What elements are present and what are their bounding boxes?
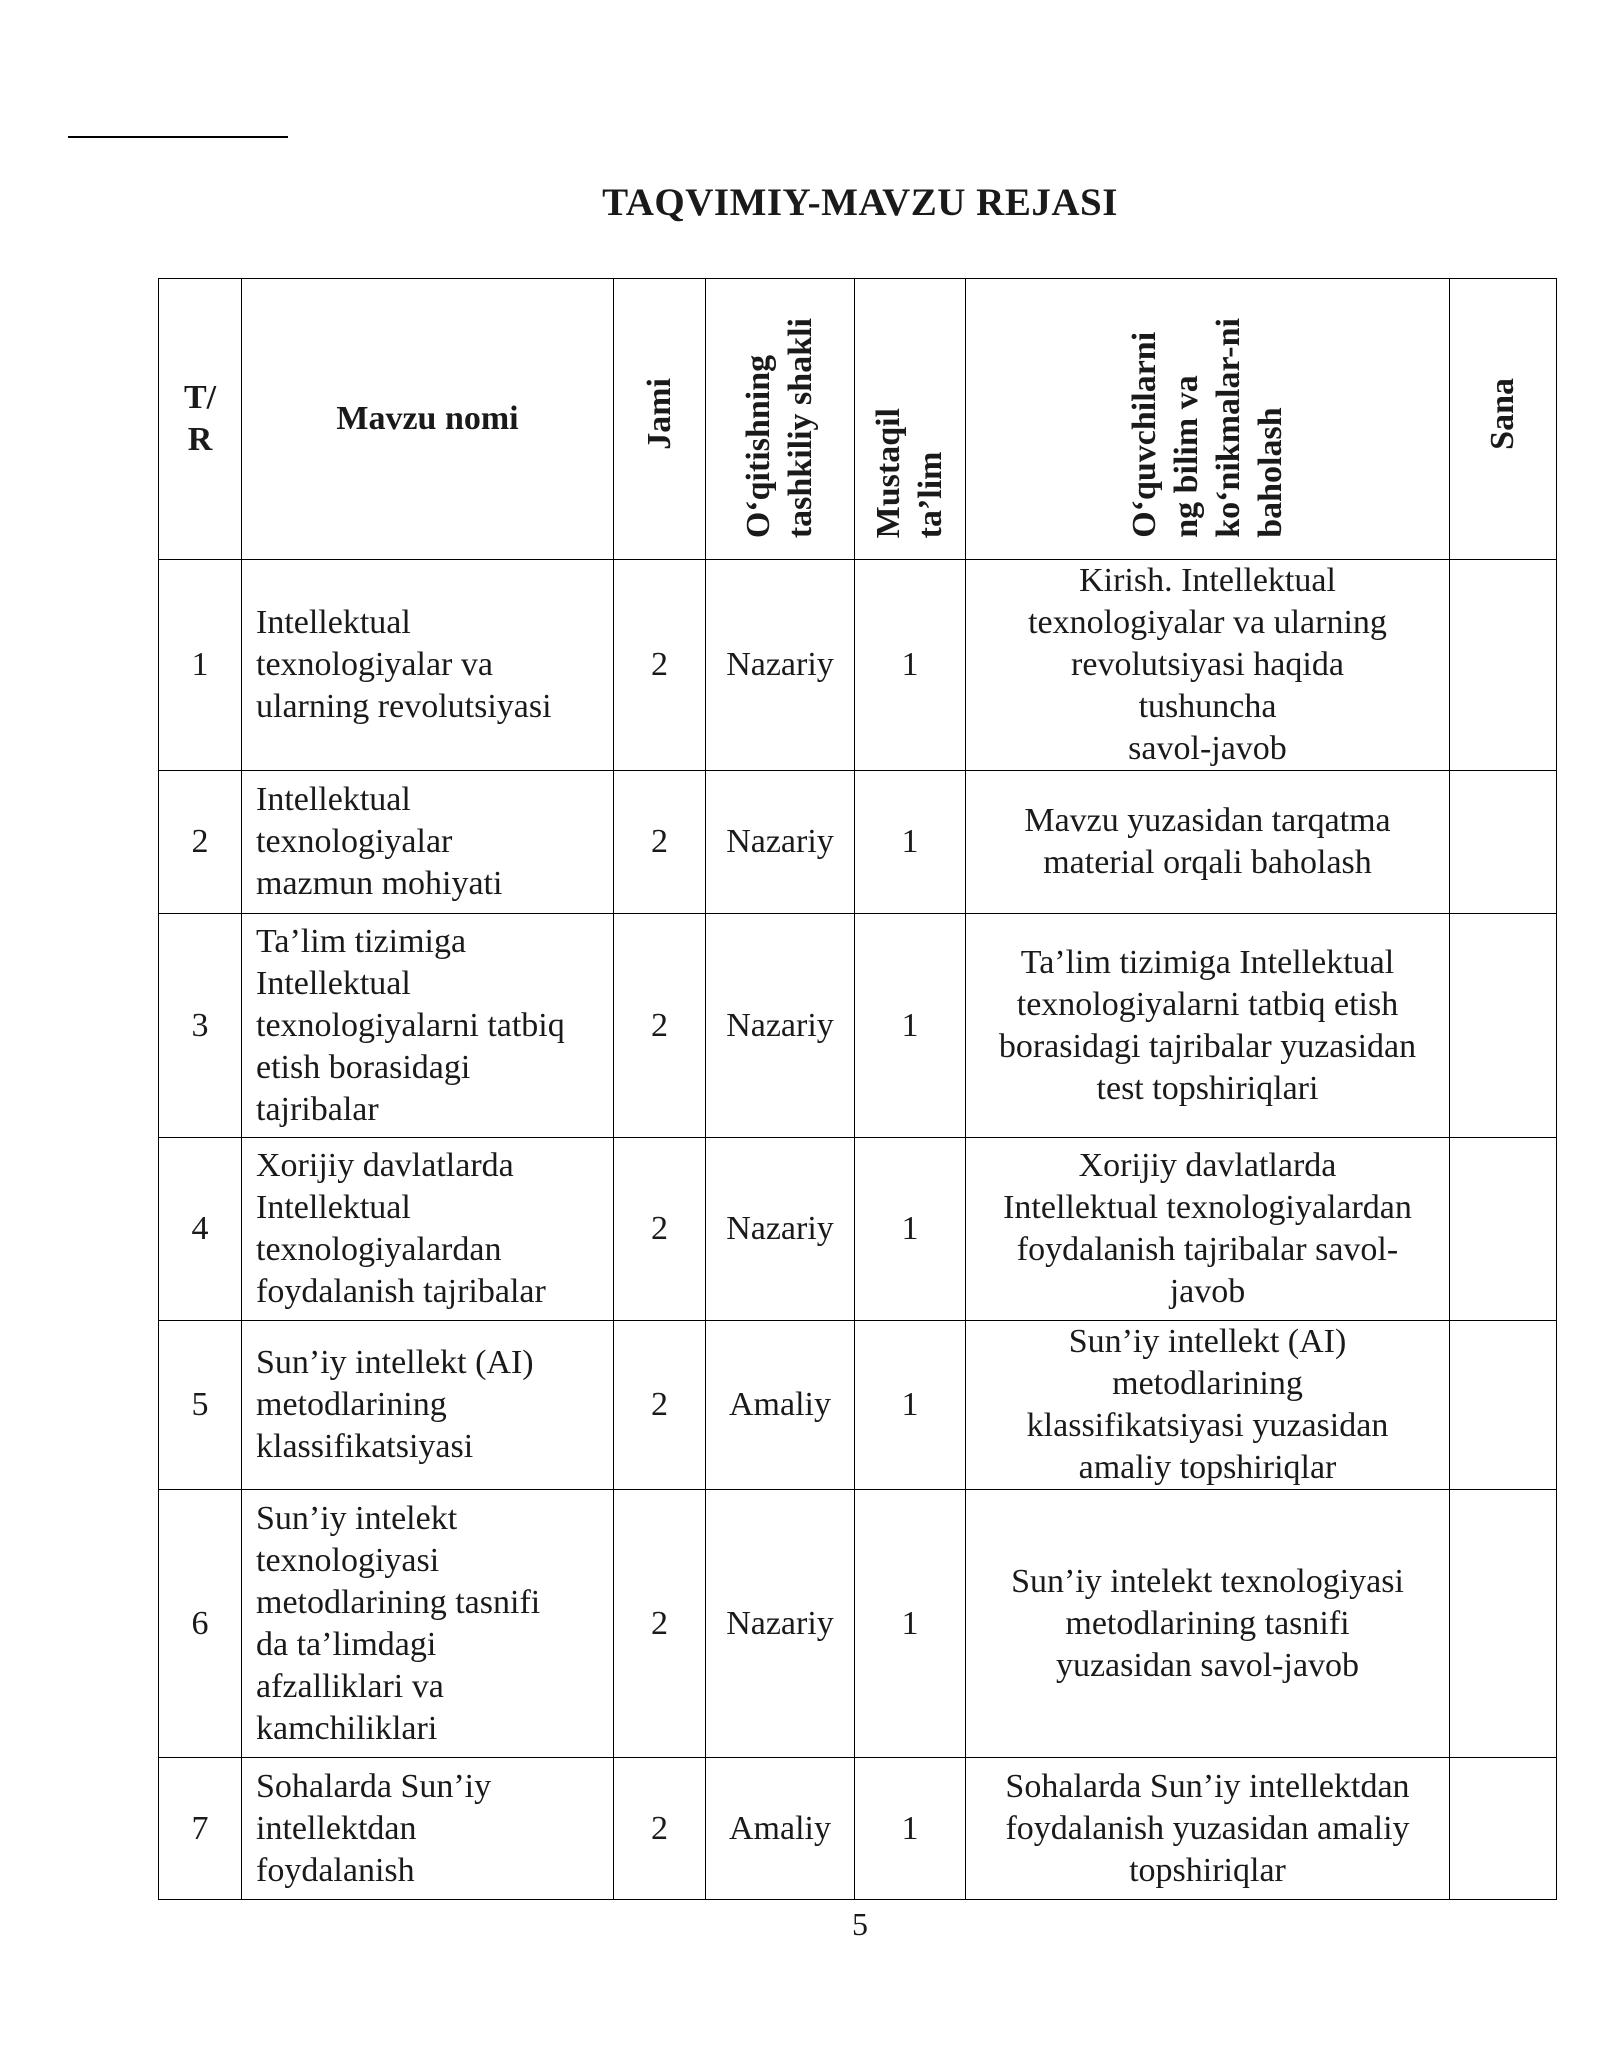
independent-study-cell: 1 (855, 1490, 966, 1758)
lesson-form-cell: Nazariy (706, 771, 855, 914)
row-number-cell: 5 (159, 1321, 242, 1490)
assessment-cell: Sun’iy intelekt texnologiyasi metodlarining tasnifi yuzasidan savol-javob (966, 1490, 1450, 1758)
table-row (159, 914, 1557, 1138)
row-number-cell: 1 (159, 560, 242, 771)
lesson-form-cell: Nazariy (706, 560, 855, 771)
independent-study-cell: 1 (855, 1321, 966, 1490)
lesson-form-cell: Nazariy (706, 914, 855, 1138)
topic-name-cell: Xorijiy davlatlarda Intellektual texnologiyalardan foydalanish tajribalar (242, 1138, 614, 1321)
header-sana: Sana (1450, 279, 1557, 560)
table-header-row (159, 279, 1557, 560)
total-hours-cell: 2 (614, 1321, 706, 1490)
total-hours-cell: 2 (614, 914, 706, 1138)
row-number-cell: 6 (159, 1490, 242, 1758)
assessment-cell: Mavzu yuzasidan tarqatma material orqali baholash (966, 771, 1450, 914)
row-number-cell: 7 (159, 1758, 242, 1900)
independent-study-cell: 1 (855, 771, 966, 914)
lesson-form-cell: Amaliy (706, 1321, 855, 1490)
page-number: 5 (852, 1906, 868, 1942)
independent-study-cell: 1 (855, 1138, 966, 1321)
independent-study-cell: 1 (855, 914, 966, 1138)
row-number-cell: 4 (159, 1138, 242, 1321)
assessment-cell: Ta’lim tizimiga Intellektual texnologiyalarni tatbiq etish borasidagi tajribalar yuzasidan test topshiriqlari (966, 914, 1450, 1138)
table-row (159, 1138, 1557, 1321)
row-number-cell: 3 (159, 914, 242, 1138)
date-cell (1450, 1758, 1557, 1900)
total-hours-cell: 2 (614, 1758, 706, 1900)
topic-name-cell: Ta’lim tizimiga Intellektual texnologiyalarni tatbiq etish borasidagi tajribalar (242, 914, 614, 1138)
table-row (159, 1758, 1557, 1900)
header-mavzu-nomi: Mavzu nomi (242, 279, 614, 560)
table-row (159, 771, 1557, 914)
topic-name-cell: Sun’iy intellekt (AI) metodlarining klassifikatsiyasi (242, 1321, 614, 1490)
top-rule-line (68, 136, 288, 138)
document-title: TAQVIMIY-MAVZU REJASI (602, 181, 1118, 224)
lesson-form-cell: Nazariy (706, 1138, 855, 1321)
row-number-cell: 2 (159, 771, 242, 914)
table-row (159, 1321, 1557, 1490)
date-cell (1450, 1490, 1557, 1758)
date-cell (1450, 560, 1557, 771)
topic-name-cell: Sohalarda Sun’iy intellektdan foydalanish (242, 1758, 614, 1900)
header-jami: Jami (614, 279, 706, 560)
topic-name-cell: Intellektual texnologiyalar va ularning revolutsiyasi (242, 560, 614, 771)
lesson-form-cell: Amaliy (706, 1758, 855, 1900)
header-mustaqil-talim: Mustaqil ta’lim (855, 279, 966, 560)
topic-name-cell: Sun’iy intelekt texnologiyasi metodlarining tasnifi da ta’limdagi afzalliklari va kamchiliklari (242, 1490, 614, 1758)
calendar-plan-table (158, 278, 1557, 1900)
total-hours-cell: 2 (614, 771, 706, 914)
date-cell (1450, 1321, 1557, 1490)
assessment-cell: Sohalarda Sun’iy intellektdan foydalanish yuzasidan amaliy topshiriqlar (966, 1758, 1450, 1900)
table-row (159, 1490, 1557, 1758)
independent-study-cell: 1 (855, 1758, 966, 1900)
total-hours-cell: 2 (614, 560, 706, 771)
date-cell (1450, 914, 1557, 1138)
assessment-cell: Sun’iy intellekt (AI) metodlarining klassifikatsiyasi yuzasidan amaliy topshiriqlar (966, 1321, 1450, 1490)
date-cell (1450, 771, 1557, 914)
independent-study-cell: 1 (855, 560, 966, 771)
header-oqitish-shakli: O‘qitishning tashkiliy shakli (706, 279, 855, 560)
lesson-form-cell: Nazariy (706, 1490, 855, 1758)
table-row (159, 560, 1557, 771)
date-cell (1450, 1138, 1557, 1321)
header-baholash: O‘quvchilarni ng bilim va ko‘nikmalar-ni baholash (966, 279, 1450, 560)
total-hours-cell: 2 (614, 1490, 706, 1758)
assessment-cell: Kirish. Intellektual texnologiyalar va ularning revolutsiyasi haqida tushuncha savol-javob (966, 560, 1450, 771)
topic-name-cell: Intellektual texnologiyalar mazmun mohiyati (242, 771, 614, 914)
assessment-cell: Xorijiy davlatlarda Intellektual texnologiyalardan foydalanish tajribalar savol- javob (966, 1138, 1450, 1321)
header-tr: T/ R (159, 279, 242, 560)
total-hours-cell: 2 (614, 1138, 706, 1321)
